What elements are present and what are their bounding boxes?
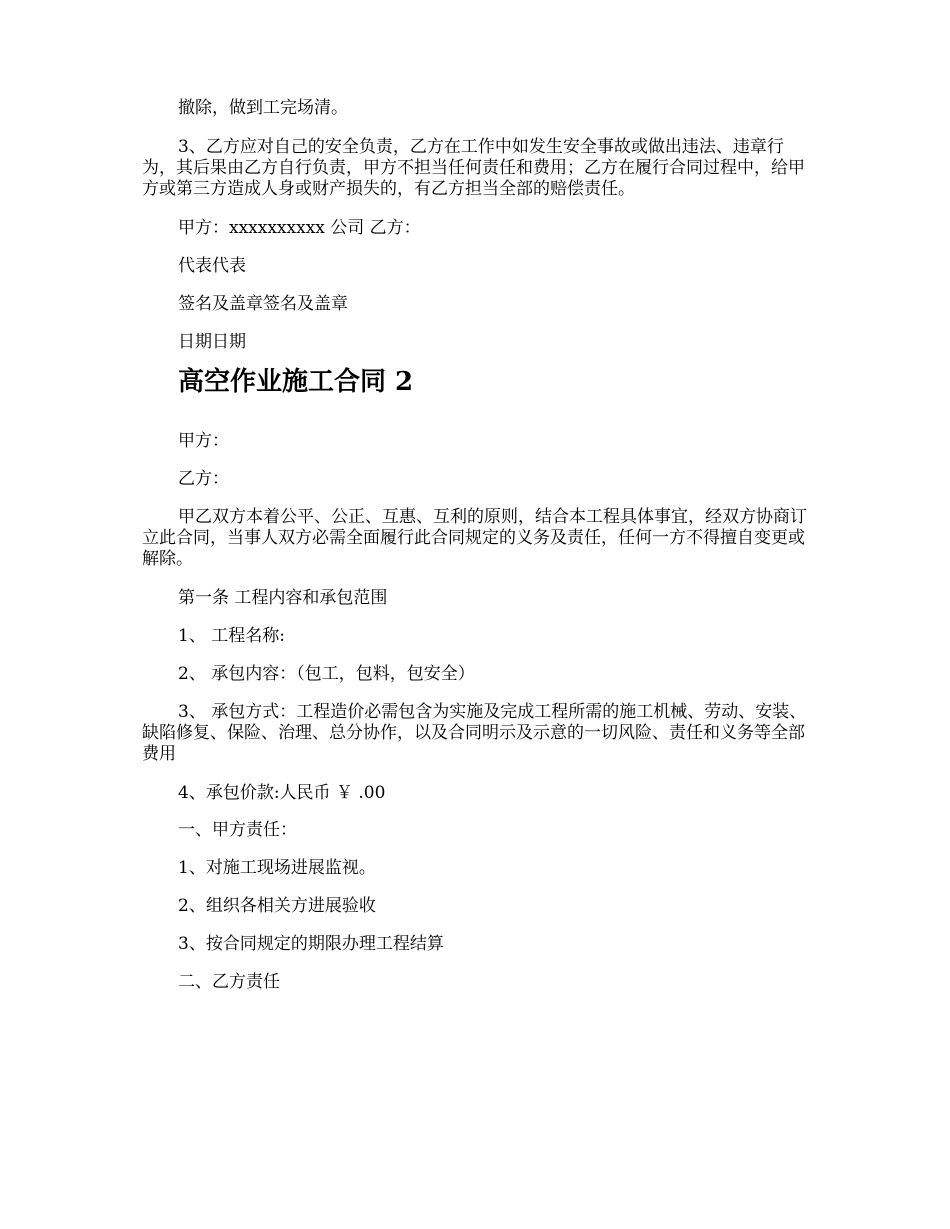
party-a-duty-3: 3、按合同规定的期限办理工程结算	[178, 934, 444, 954]
party-b-duties-heading: 二、乙方责任	[178, 972, 280, 992]
party-a-duties-heading: 一、甲方责任：	[178, 820, 297, 840]
paragraph-principles: 甲乙双方本着公平、公正、互惠、互利的原则，结合本工程具体事宜，经双方协商订立此合同，当事人双方必需全面履行此合同规定的义务及责任，任何一方不得擅自变更或解除。	[142, 507, 807, 569]
item-contract-price: 4、承包价款:人民币 ￥ .00	[178, 783, 386, 803]
signature-seal-line: 签名及盖章签名及盖章	[178, 294, 348, 314]
signature-parties-line: 甲方：xxxxxxxxxx 公司 乙方：	[178, 218, 421, 238]
party-b-line: 乙方：	[178, 469, 229, 489]
item-contract-method: 3、 承包方式：工程造价必需包含为实施及完成工程所需的施工机械、劳动、安装、缺陷修复、保险、治理、总分协作，以及合同明示及示意的一切风险、责任和义务等全部费用	[142, 702, 807, 764]
signature-representative-line: 代表代表	[178, 256, 246, 276]
signature-date-line: 日期日期	[178, 332, 246, 352]
party-a-duty-2: 2、组织各相关方进展验收	[178, 896, 376, 916]
party-a-duty-1: 1、对施工现场进展监视。	[178, 858, 376, 878]
party-a-line: 甲方：	[178, 431, 229, 451]
article-one-heading: 第一条 工程内容和承包范围	[178, 588, 388, 608]
item-contract-scope: 2、 承包内容：（包工，包料，包安全）	[178, 664, 475, 684]
section-title: 高空作业施工合同 2	[178, 367, 414, 397]
paragraph-cleanup: 撤除，做到工完场清。	[178, 98, 348, 118]
item-project-name: 1、 工程名称:	[178, 626, 285, 646]
paragraph-safety-clause: 3、乙方应对自己的安全负责，乙方在工作中如发生安全事故或做出违法、违章行为，其后果由乙方自行负责，甲方不担当任何责任和费用；乙方在履行合同过程中，给甲方或第三方造成人身或财产损失的，有乙方担当全部的赔偿责任。	[142, 137, 805, 199]
